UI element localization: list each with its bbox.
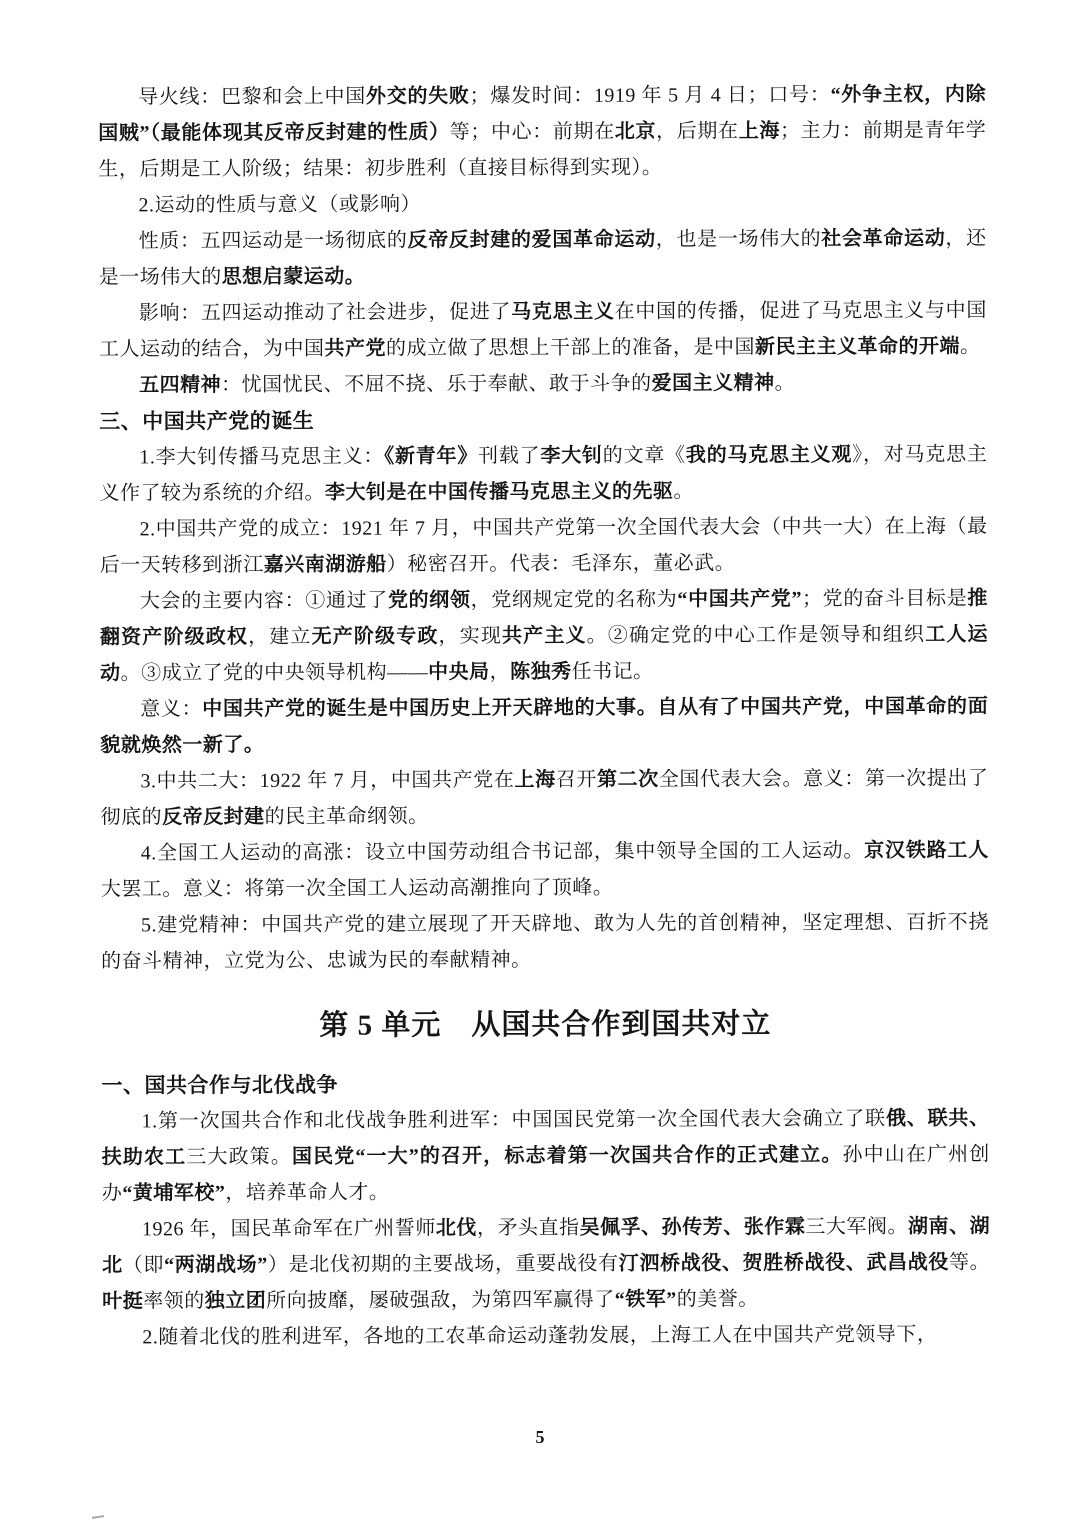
body-text: 的文章《	[602, 444, 686, 467]
emphasis-text: 第 5 单元 从国共合作到国共对立	[319, 1008, 772, 1042]
emphasis-text: 李大钊	[540, 444, 603, 468]
paragraph	[99, 436, 987, 511]
emphasis-text: 京汉铁路工人	[864, 839, 989, 862]
body-text: 的美誉。	[676, 1288, 759, 1311]
paragraph	[102, 1208, 990, 1319]
body-text: 率领的	[143, 1290, 205, 1313]
emphasis-text: 推翻资产阶级政权	[99, 587, 988, 649]
emphasis-text: 北京	[614, 120, 657, 143]
body-text: ，还是一场伟大的	[98, 227, 987, 289]
scan-artifact	[92, 1515, 104, 1519]
body-text: 1.李大钊传播马克思主义：	[139, 445, 385, 469]
body-text: 的民主革命纲领。	[264, 805, 429, 828]
body-text: 全国代表大会。意义：第一次提出了彻底的	[100, 767, 989, 829]
body-text: ，培养革命人才。	[225, 1181, 390, 1205]
body-text: 的成立做了思想上干部上的准备，是中国	[385, 336, 755, 360]
emphasis-text: “两湖战场”	[164, 1253, 268, 1277]
emphasis-text: 吴佩孚、孙传芳、张作霖	[579, 1216, 806, 1239]
body-text: 。	[774, 372, 796, 395]
body-text: 。	[959, 335, 981, 358]
emphasis-text: 无产阶级专政	[311, 625, 439, 648]
emphasis-text: 独立团	[204, 1289, 267, 1313]
body-text: 2.运动的性质与意义（或影响）	[138, 193, 421, 217]
emphasis-text: 上海	[514, 768, 556, 792]
body-text: 三大政策。	[186, 1145, 292, 1169]
body-text: ）秘密召开。代表：毛泽东，董必武。	[386, 552, 736, 576]
body-text: 大会的主要内容：①通过了	[139, 589, 388, 613]
body-text: 在中国的传播，促进了马克思主义与中国工人运动的结合，为中国	[98, 299, 987, 361]
emphasis-text: 中国共产党的诞生是中国历史上开天辟地的大事。自从有了中国共产党，中国革命的面貌就焕然一新了。	[100, 695, 989, 757]
emphasis-text: 叶挺	[102, 1290, 144, 1313]
emphasis-text: 俄、联共、扶助农工	[101, 1107, 990, 1169]
body-text: ；主力：前期是青年学生，后期是工人阶级；结果：初步胜利（直接目标得到实现）。	[98, 119, 987, 181]
page-number: 5	[535, 1427, 545, 1447]
paragraph	[99, 292, 987, 367]
body-text: 大罢工。意义：将第一次全国工人运动高潮推向了顶峰。	[100, 876, 614, 901]
emphasis-text: 马克思主义	[511, 300, 615, 324]
body-text: ，矛头直指	[476, 1216, 580, 1240]
emphasis-text: 北伐	[435, 1217, 477, 1240]
emphasis-text: 陈独秀	[510, 660, 572, 684]
emphasis-text: 五四精神	[139, 374, 222, 397]
document-content	[98, 76, 990, 1355]
paragraph	[101, 832, 989, 907]
body-text: ；党的奋斗目标是	[801, 587, 968, 611]
body-text: （即	[122, 1254, 165, 1277]
paragraph	[99, 364, 987, 403]
emphasis-text: 共产主义	[501, 624, 587, 648]
emphasis-text: 第二次	[596, 768, 659, 791]
body-text: 5.建党精神：中国共产党的建立展现了开天辟地、敢为人先的首创精神，坚定理想、百折不挠的奋斗精神，立党为公、忠诚为民的奉献精神。	[101, 911, 989, 973]
body-text: 影响：五四运动推动了社会进步，促进了	[138, 301, 512, 325]
emphasis-text: （最能体现其反帝反封建的性质）	[149, 121, 450, 145]
emphasis-text: 社会革命运动	[821, 227, 946, 251]
paragraph	[100, 760, 988, 835]
emphasis-text: 上海	[738, 120, 780, 143]
paragraph	[102, 1100, 990, 1211]
emphasis-text: 中央局	[428, 661, 490, 684]
body-text: ，党纲规定党的名称为	[470, 588, 678, 612]
body-text: 性质：五四运动是一场彻底的	[138, 229, 408, 253]
unit-heading	[101, 1002, 989, 1047]
emphasis-text: “铁军”	[614, 1288, 677, 1311]
body-text: 4.全国工人运动的高涨：设立中国劳动组合书记部，集中领导全国的工人运动。	[140, 839, 865, 865]
body-text: ，后期在	[656, 120, 739, 143]
body-text: 所向披靡，屡破强敌，为第四军赢得了	[266, 1288, 615, 1312]
body-text: 。②确定党的中心工作是领导和组织	[586, 623, 926, 647]
body-text: ，	[489, 661, 511, 684]
emphasis-text: “黄埔军校”	[122, 1182, 226, 1205]
emphasis-text: 嘉兴南湖游船	[263, 553, 387, 576]
body-text: 。③成立了党的中央领导机构——	[120, 661, 429, 685]
body-text: 2.随着北伐的胜利进军，各地的工农革命运动蓬勃发展，上海工人在中国共产党领导下，	[142, 1323, 938, 1349]
body-text: 意义：	[140, 698, 203, 721]
paragraph	[98, 76, 986, 187]
body-text: 。	[673, 480, 694, 503]
paragraph	[102, 1316, 990, 1355]
body-text: 三大军阀。	[805, 1215, 909, 1239]
paragraph	[101, 904, 989, 979]
body-text: 召开	[555, 768, 597, 791]
body-text: ）是北伐初期的主要战场，重要战役有	[267, 1252, 619, 1276]
emphasis-text: 《新青年》	[384, 445, 479, 468]
paragraph	[100, 580, 988, 691]
emphasis-text: “中国共产党”	[677, 588, 802, 611]
body-text: 等；中心：前期在	[449, 120, 615, 144]
emphasis-text: 我的马克思主义观	[685, 443, 853, 467]
paragraph	[100, 508, 988, 583]
emphasis-text: 新民主主义革命的开端	[754, 335, 960, 359]
body-text: 1926 年，国民革命军在广州誓师	[141, 1217, 436, 1241]
emphasis-text: 三、中国共产党的诞生	[99, 408, 315, 434]
body-text: 刊载了	[478, 445, 541, 468]
section-heading	[101, 1064, 989, 1103]
body-text: 等。	[948, 1251, 991, 1274]
emphasis-text: “外争主权，内除国贼”	[98, 83, 987, 145]
paragraph	[98, 184, 986, 223]
emphasis-text: 爱国主义精神	[651, 372, 775, 395]
emphasis-text: 李大钊是在中国传播马克思主义的先驱	[324, 480, 674, 504]
emphasis-text: 共产党	[324, 337, 386, 360]
body-text: ：忧国忧民、不屈不挠、乐于奉献、敢于斗争的	[221, 372, 652, 397]
emphasis-text: 汀泗桥战役、贺胜桥战役、武昌战役	[618, 1251, 950, 1275]
emphasis-text: 党的纲领	[387, 589, 471, 612]
body-text: 1.第一次国共合作和北伐战争胜利进军：中国国民党第一次全国代表大会确立了联	[141, 1107, 886, 1133]
emphasis-text: 一、国共合作与北伐战争	[101, 1072, 339, 1098]
body-text: 2.中国共产党的成立：1921 年 7 月，中国共产党第一次全国代表大会（中共一大）在上海（最后一天转移到浙江	[99, 515, 988, 577]
section-heading	[99, 400, 987, 439]
body-text: 导火线：巴黎和会上中国	[138, 85, 367, 109]
body-text: ，建立	[248, 625, 312, 649]
emphasis-text: 工人运动	[100, 623, 989, 685]
emphasis-text: 思想启蒙运动。	[221, 265, 366, 289]
body-text: ，也是一场伟大的	[655, 228, 822, 251]
emphasis-text: 反帝反封建	[162, 805, 265, 829]
body-text: ；爆发时间：1919 年 5 月 4 日；口号：	[469, 83, 831, 108]
paragraph	[99, 220, 987, 295]
body-text: ，实现	[438, 625, 503, 648]
emphasis-text: 国民党“一大”的召开，标志着第一次国共合作的正式建立。	[291, 1143, 843, 1168]
emphasis-text: 湖南、湖北	[102, 1215, 991, 1277]
emphasis-text: 反帝反封建的爱国革命运动	[407, 228, 656, 252]
body-text: 孙中山在广州创办	[101, 1143, 990, 1205]
body-text: 3.中共二大：1922 年 7 月，中国共产党在	[140, 769, 515, 793]
paragraph	[100, 688, 988, 763]
body-text: 》，对马克思主义作了较为系统的介绍。	[99, 443, 988, 505]
emphasis-text: 外交的失败	[365, 85, 470, 108]
body-text: 任书记。	[571, 660, 654, 683]
